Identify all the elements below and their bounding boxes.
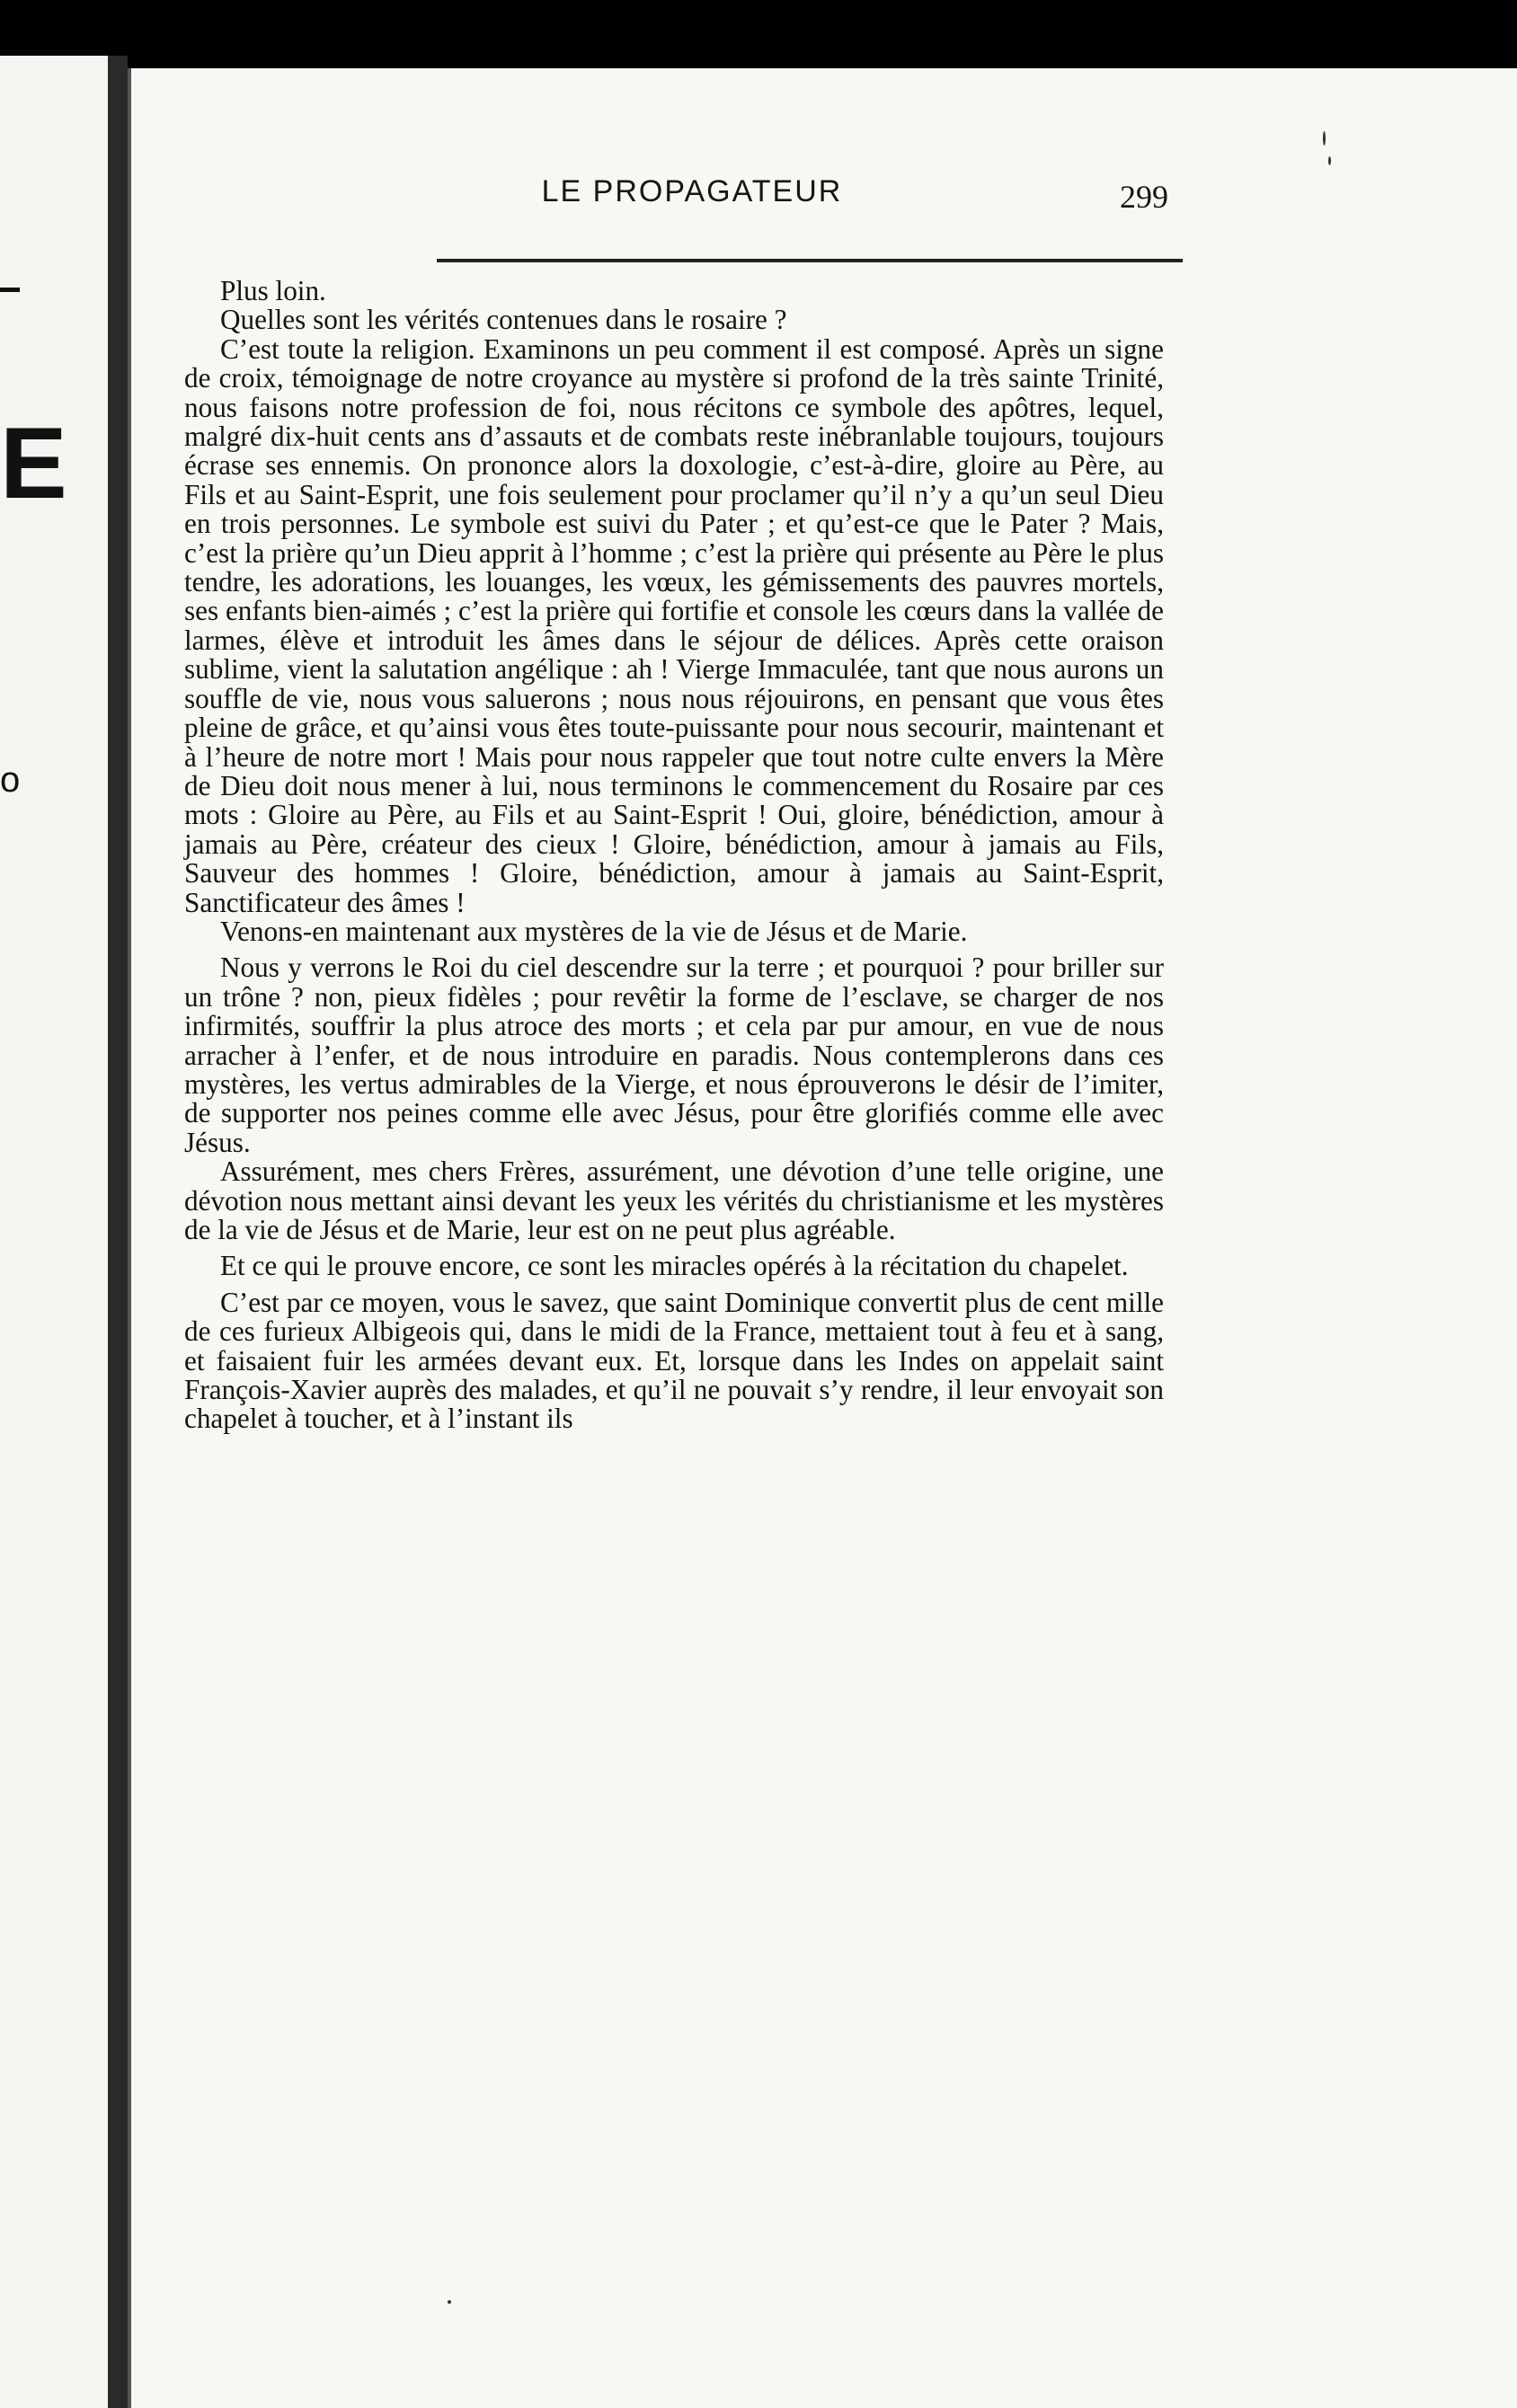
previous-page-letter-fragment: E [0, 407, 67, 519]
previous-page-letter-fragment: o [0, 760, 21, 800]
paper-speck [1323, 131, 1326, 146]
previous-page-edge [0, 56, 108, 2408]
paragraph: Venons-en maintenant aux mystères de la vie de Jésus et de Marie. [220, 915, 968, 947]
running-title: LE PROPAGATEUR [541, 174, 843, 208]
page-number: 299 [1120, 179, 1168, 215]
previous-page-rule-fragment [0, 288, 20, 292]
running-head [395, 174, 1168, 228]
paragraph: Assurément, mes chers Frères, assurément, une dévotion d’une telle origine, une dévotion nous mettant ainsi devant les yeux les vérités du christianisme et les mystères de la vie de Jésus et de Marie, leur est on ne peut plus agréable. [184, 1155, 1164, 1245]
body-text [184, 277, 1164, 1434]
paragraph: C’est par ce moyen, vous le savez, que saint Dominique convertit plus de cent mille de ces furieux Albigeois qui, dans le midi de la France, mettaient tout à feu et à sang, et faisaient fuir les armées devant eux. Et, lorsque dans les Indes on appelait saint François-Xavier auprès des malades, et qu’il ne pouvait s’y rendre, il leur envoyait son chapelet à toucher, et à l’instant ils [184, 1286, 1164, 1435]
paragraph: Plus loin. [220, 275, 326, 306]
paragraph: Et ce qui le prouve encore, ce sont les miracles opérés à la récitation du chapelet. [220, 1250, 1129, 1282]
header-rule [437, 259, 1183, 262]
paragraph: Nous y verrons le Roi du ciel descendre sur la terre ; et pourquoi ? pour briller sur un trône ? non, pieux fidèles ; pour revêtir la forme de l’esclave, se charger de nos infirmités, souffrir la plus atroce des morts ; et cela par pur amour, en vue de nous arracher à l’enfer, et de nous introduire en paradis. Nous contemplerons dans ces mystères, les vertus admirables de la Vierge, et nous éprouverons le désir de l’imiter, de supporter nos peines comme elle avec Jésus, pour être glorifiés comme elle avec Jésus. [184, 952, 1164, 1158]
paper-speck [448, 2300, 451, 2304]
paper-speck [1328, 156, 1331, 165]
paragraph: Quelles sont les vérités contenues dans le rosaire ? [220, 304, 787, 336]
paragraph: C’est toute la religion. Examinons un peu comment il est composé. Après un signe de croix, témoignage de notre croyance au mystère si profond de la très sainte Trinité, nous faisons notre profession de foi, nous récitons ce symbole des apôtres, lequel, malgré dix-huit cents ans d’assauts et de combats reste inébranlable toujours, toujours écrase ses ennemis. On prononce alors la doxologie, c’est-à-dire, gloire au Père, au Fils et au Saint-Esprit, une fois seulement pour proclamer qu’il n’y a qu’un seul Dieu en trois personnes. Le symbole est suivi du Pater ; et qu’est-ce que le Pater ? Mais, c’est la prière qu’un Dieu apprit à l’homme ; c’est la prière qui présente au Père le plus tendre, les adorations, les louanges, les vœux, les gémissements des pauvres mortels, ses enfants bien-aimés ; c’est la prière qui fortifie et console les cœurs dans la vallée de larmes, élève et introduit les âmes dans le séjour de délices. Après cette oraison sublime, vient la salutation angélique : ah ! Vierge Immaculée, tant que nous aurons un souffle de vie, nous vous saluerons ; nous nous réjouirons, en pensant que vous êtes pleine de grâce, et qu’ainsi vous êtes toute-puissante pour nous secourir, maintenant et à l’heure de notre mort ! Mais pour nous rappeler que tout notre culte envers la Mère de Dieu doit nous mener à lui, nous terminons le commencement du Rosaire par ces mots : Gloire au Père, au Fils et au Saint-Esprit ! Oui, gloire, bénédiction, amour à jamais au Père, créateur des cieux ! Gloire, bénédiction, amour à jamais au Fils, Sauveur des hommes ! Gloire, bénédiction, amour à jamais au Saint-Esprit, Sanctificateur des âmes ! [184, 332, 1164, 918]
book-gutter [108, 56, 128, 2408]
